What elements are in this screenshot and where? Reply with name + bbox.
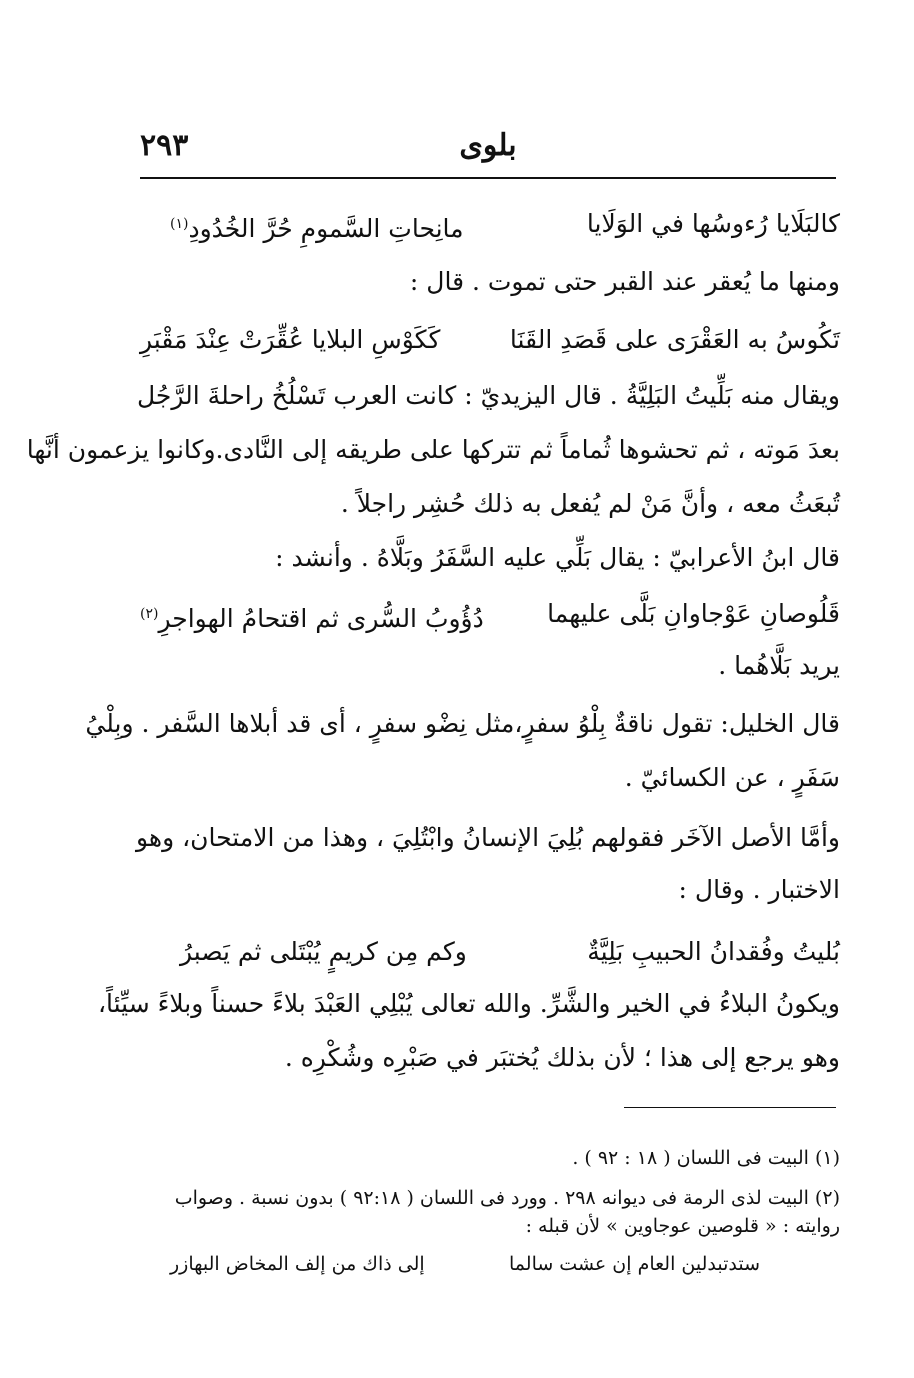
text-line-5: بعدَ مَوته ، ثم تحشوها ثُماماً ثم تتركها على طريقه إلى النَّادى.وكانوا يزعمون أنَّها <box>26 435 840 464</box>
text-line-9: يريد بَلَّاهُما . <box>718 651 840 680</box>
footnote-1: (١) البيت فى اللسان ( ١٨ : ٩٢ ) . <box>572 1147 840 1169</box>
footnote-2-line-2: روايته : « قلوصين عوجاوين » لأن قبله : <box>525 1215 840 1237</box>
verse-1-first-hemistich: كالبَلَايا رُءوسُها في الوَلَايا <box>586 209 840 238</box>
text-line-2: ومنها ما يُعقر عند القبر حتى تموت . قال : <box>409 267 840 296</box>
verse-3-second-text: دُؤُوبُ السُّرى ثم اقتحامُ الهواجرِ <box>158 604 484 634</box>
text-line-10: قال الخليل: تقول ناقةٌ بِلْوُ سفرٍ،مثل نِضْو سفرٍ ، أى قد أبلاها السَّفر . وبِلْيُ <box>85 709 840 738</box>
text-line-13: الاختبار . وقال : <box>678 875 840 904</box>
text-line-6: تُبعَثُ معه ، وأنَّ مَنْ لم يُفعل به ذلك حُشِر راجلاً . <box>340 489 840 518</box>
footnote-rule <box>624 1107 836 1108</box>
text-line-11: سَفَرٍ ، عن الكسائيّ . <box>624 763 840 792</box>
verse-line-3 <box>140 594 840 639</box>
verse-1-second-hemistich <box>170 204 464 249</box>
verse-1-second-text: مانِحاتِ السَّمومِ حُرَّ الخُدُودِ <box>188 214 464 244</box>
verse-4-second-hemistich: وكم مِن كريمٍ يُبْتَلى ثم يَصبرُ <box>180 937 467 966</box>
page-number: ٢٩٣ <box>140 128 189 163</box>
verse-4-first-hemistich: بُليتُ وفُقدانُ الحبيبِ بَلِيَّةٌ <box>587 937 840 966</box>
verse-2-first-hemistich: تَكُوسُ به العَقْرَى على قَصَدِ القَنَا <box>509 325 840 354</box>
running-title: بلوى <box>459 128 517 163</box>
footnote-verse-first: ستدتبدلين العام إن عشت سالما <box>509 1253 760 1275</box>
text-line-16: وهو يرجع إلى هذا ؛ لأن بذلك يُختبَر في صَبْرِه وشُكْرِه . <box>284 1043 840 1072</box>
verse-line-1 <box>140 204 840 249</box>
footnote-mark-2: (٢) <box>140 606 159 622</box>
footnote-verse-second: إلى ذاك من إلف المخاض البهازر <box>170 1253 425 1275</box>
text-line-15: ويكونُ البلاءُ في الخير والشَّرِّ. والله تعالى يُبْلِي العَبْدَ بلاءً حسناً وبلاءً سيِّئاً، <box>97 989 840 1018</box>
text-line-4: ويقال منه بَلِّيتُ البَلِيَّةُ . قال اليزيديّ : كانت العرب تَسْلُخُ راحلةَ الرَّجُل <box>136 381 840 410</box>
page-header <box>140 128 836 174</box>
footnote-mark-1: (١) <box>170 216 189 232</box>
verse-line-4 <box>140 932 840 972</box>
header-rule <box>140 177 836 179</box>
verse-line-2 <box>140 320 840 360</box>
footnote-2-verse <box>170 1250 760 1278</box>
text-line-12: وأمَّا الأصل الآخَر فقولهم بُلِيَ الإنسانُ وابْتُلِيَ ، وهذا من الامتحان، وهو <box>135 823 840 852</box>
verse-3-second-hemistich <box>140 594 484 639</box>
verse-2-second-hemistich: كَكَوْسِ البلايا عُقِّرَتْ عِنْدَ مَقْبَرِ <box>140 325 441 354</box>
footnote-2-line-1: (٢) البيت لذى الرمة فى ديوانه ٢٩٨ . وورد فى اللسان ( ٩٢:١٨ ) بدون نسبة . وصواب <box>174 1187 840 1209</box>
verse-3-first-hemistich: قَلُوصانِ عَوْجاوانِ بَلَّى عليهما <box>547 599 840 628</box>
text-line-7: قال ابنُ الأعرابيّ : يقال بَلِّي عليه السَّفَرُ وبَلَّاهُ . وأنشد : <box>275 543 840 572</box>
